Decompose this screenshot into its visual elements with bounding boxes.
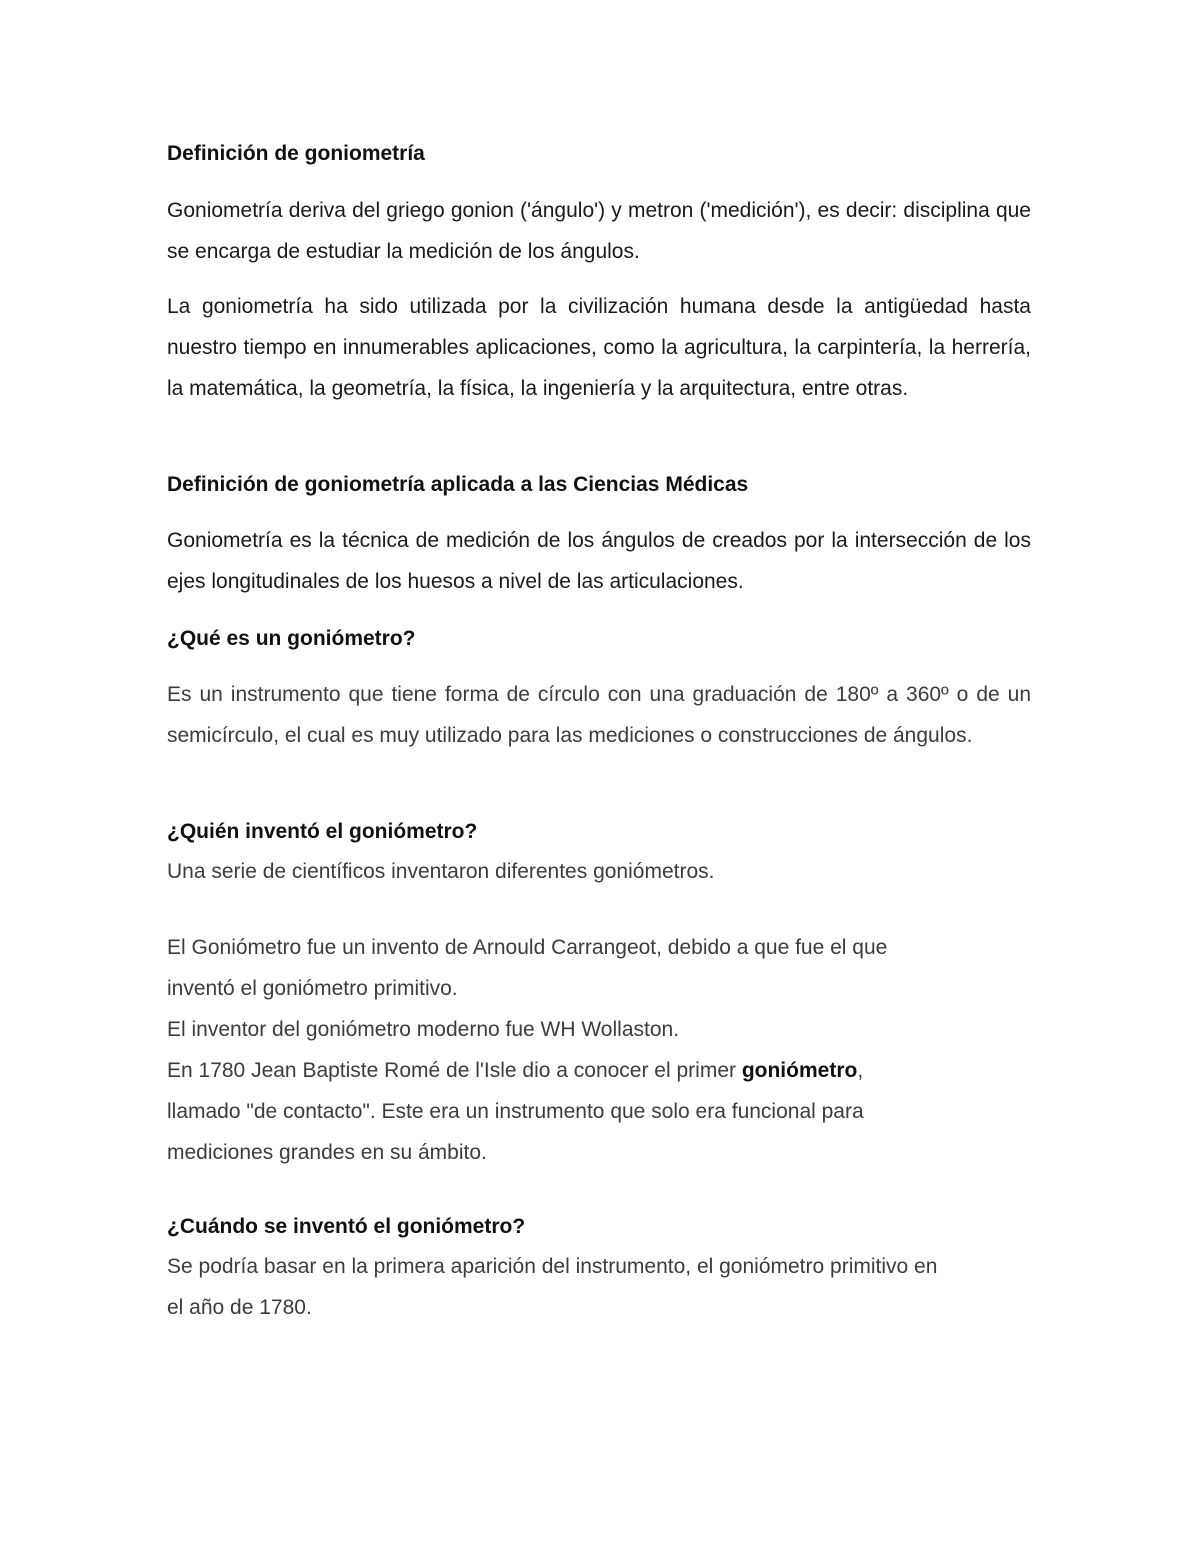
paragraph-tecnica: Goniometría es la técnica de medición de los ángulos de creados por la intersección de los ejes longitudinales de los huesos a nivel de las articulaciones. bbox=[167, 529, 1031, 593]
heading-definicion: Definición de goniometría bbox=[167, 142, 425, 165]
text-line: El Goniómetro fue un invento de Arnould Carrangeot, debido a que fue el que bbox=[167, 936, 888, 959]
paragraph-fecha bbox=[167, 1246, 1031, 1328]
text-line: Se podría basar en la primera aparición del instrumento, el goniómetro primitivo en bbox=[167, 1255, 938, 1278]
text-fragment: , bbox=[857, 1059, 864, 1082]
paragraph-inventores bbox=[167, 927, 1031, 1173]
text-line: el año de 1780. bbox=[167, 1296, 312, 1319]
text-line: mediciones grandes en su ámbito. bbox=[167, 1141, 487, 1164]
paragraph-historia: La goniometría ha sido utilizada por la civilización humana desde la antigüedad hasta nuestro tiempo en innumerables aplicaciones, como la agricultura, la carpintería, la herrería, la matemática, la geometría, la física, la ingeniería y la arquitectura, entre otras. bbox=[167, 295, 1031, 400]
text-line-romé bbox=[167, 1050, 1031, 1091]
heading-cuando-invento: ¿Cuándo se inventó el goniómetro? bbox=[167, 1215, 526, 1238]
text-line: inventó el goniómetro primitivo. bbox=[167, 977, 458, 1000]
heading-ciencias-medicas: Definición de goniometría aplicada a las Ciencias Médicas bbox=[167, 473, 749, 496]
heading-quien-invento: ¿Quién inventó el goniómetro? bbox=[167, 820, 478, 843]
text-fragment: En 1780 Jean Baptiste Romé de l'Isle dio a conocer el primer bbox=[167, 1059, 742, 1082]
heading-que-es: ¿Qué es un goniómetro? bbox=[167, 627, 416, 650]
paragraph-cientificos: Una serie de científicos inventaron diferentes goniómetros. bbox=[167, 860, 715, 883]
bold-term-goniometro: goniómetro bbox=[741, 1059, 858, 1082]
text-line: El inventor del goniómetro moderno fue WH Wollaston. bbox=[167, 1018, 680, 1041]
text-line: llamado "de contacto". Este era un instrumento que solo era funcional para bbox=[167, 1100, 864, 1123]
paragraph-etimologia: Goniometría deriva del griego gonion ('ángulo') y metron ('medición'), es decir: disciplina que se encarga de estudiar la medición de los ángulos. bbox=[167, 199, 1031, 263]
paragraph-instrumento: Es un instrumento que tiene forma de círculo con una graduación de 180º a 360º o de un semicírculo, el cual es muy utilizado para las mediciones o construcciones de ángulos. bbox=[167, 683, 1031, 747]
